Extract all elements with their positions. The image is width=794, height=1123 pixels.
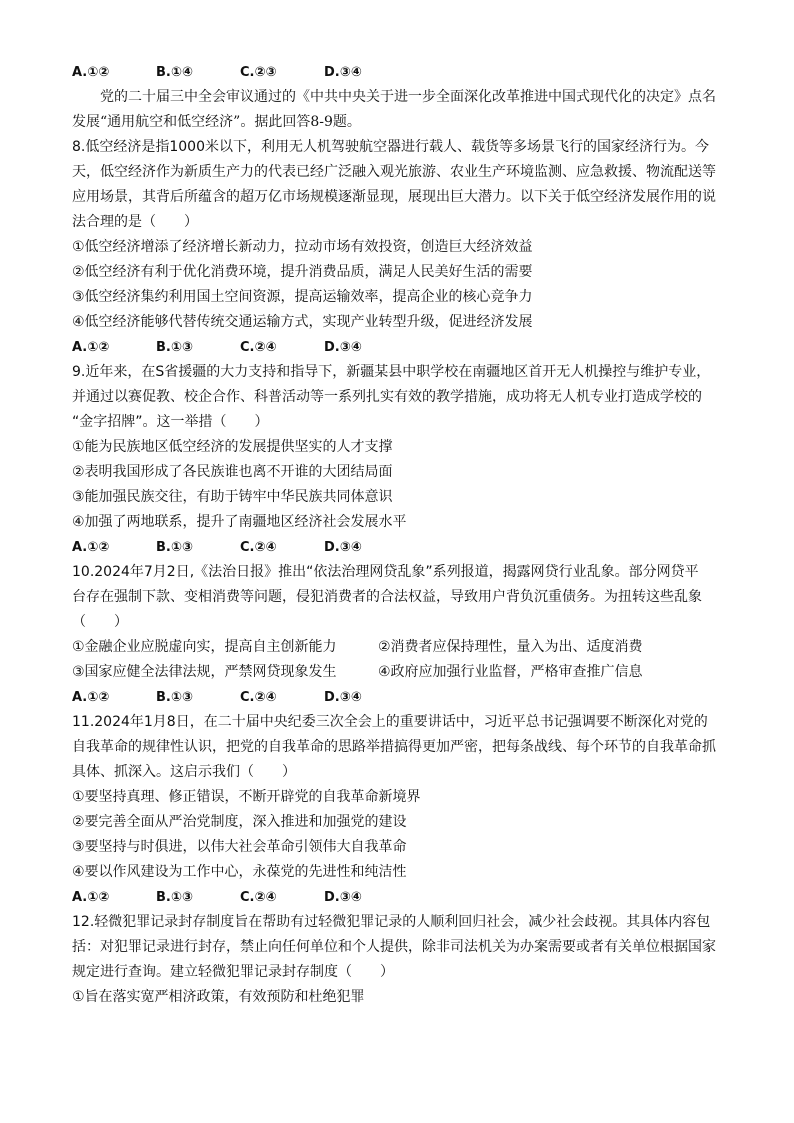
question-stem-line: 天，低空经济作为新质生产力的代表已经广泛融入观光旅游、农业生产环境监测、应急救援、物流配送等	[72, 164, 716, 180]
question-10	[72, 560, 734, 710]
question-stem-line: 括：对犯罪记录进行封存，禁止向任何单位和个人提供，除非司法机关为办案需要或者有关单位根据国家	[72, 939, 716, 955]
material-intro-line-2: 发展“通用航空和低空经济”。据此回答8-9题。	[72, 114, 361, 130]
prev-question-choices	[72, 60, 734, 85]
choice-a: A.①②	[72, 65, 110, 80]
question-option: ②低空经济有利于优化消费环境，提升消费品质，满足人民美好生活的需要	[72, 264, 533, 280]
choice-c: C.②④	[240, 340, 277, 355]
choice-c: C.②④	[240, 690, 277, 705]
question-option: ③要坚持与时俱进，以伟大社会革命引领伟大自我革命	[72, 839, 407, 855]
question-option: ④政府应加强行业监督，严格审查推广信息	[378, 664, 643, 680]
question-option: ①能为民族地区低空经济的发展提供坚实的人才支撑	[72, 439, 393, 455]
choice-b: B.①③	[156, 890, 193, 905]
choice-a: A.①②	[72, 540, 110, 555]
choice-c: C.②④	[240, 540, 277, 555]
choice-d: D.③④	[324, 690, 362, 705]
question-stem-line: 法合理的是（ ）	[72, 214, 198, 230]
question-option: ①旨在落实宽严相济政策，有效预防和杜绝犯罪	[72, 989, 365, 1005]
question-stem-line: 9.近年来，在S省援疆的大力支持和指导下，新疆某县中职学校在南疆地区首开无人机操控与维护专业，	[72, 364, 711, 380]
question-option: ①金融企业应脱虚向实，提高自主创新能力	[72, 639, 337, 655]
question-stem-line: 自我革命的规律性认识，把党的自我革命的思路举措搞得更加严密，把每条战线、每个环节的自我革命抓	[72, 739, 716, 755]
question-8	[72, 135, 734, 360]
choice-a: A.①②	[72, 890, 110, 905]
question-11	[72, 710, 734, 910]
question-stem-line: 8.低空经济是指1000米以下，利用无人机驾驶航空器进行载人、载货等多场景飞行的国家经济行为。今	[72, 139, 709, 155]
answer-choices	[72, 685, 734, 710]
question-stem-line: 11.2024年1月8日，在二十届中央纪委三次全会上的重要讲话中，习近平总书记强调要不断深化对党的	[72, 714, 708, 730]
question-9	[72, 360, 734, 560]
choice-b: B.①④	[156, 65, 193, 80]
answer-choices	[72, 535, 734, 560]
question-stem-line: 并通过以赛促教、校企合作、科普活动等一系列扎实有效的教学措施，成功将无人机专业打造成学校的	[72, 389, 702, 405]
question-stem-line: 台存在强制下款、变相消费等问题，侵犯消费者的合法权益，导致用户背负沉重债务。为扭转这些乱象	[72, 589, 702, 605]
choice-a: A.①②	[72, 690, 110, 705]
question-option: ④加强了两地联系，提升了南疆地区经济社会发展水平	[72, 514, 407, 530]
choice-b: B.①③	[156, 540, 193, 555]
question-stem-line: “金字招牌”。这一举措（ ）	[72, 414, 269, 430]
question-option: ③国家应健全法律法规，严禁网贷现象发生	[72, 664, 337, 680]
question-12	[72, 910, 734, 1010]
question-option: ②消费者应保持理性，量入为出、适度消费	[378, 639, 643, 655]
question-option: ③能加强民族交往，有助于铸牢中华民族共同体意识	[72, 489, 393, 505]
choice-d: D.③④	[324, 540, 362, 555]
option-row	[72, 660, 734, 685]
question-option: ②要完善全面从严治党制度，深入推进和加强党的建设	[72, 814, 407, 830]
question-option: ②表明我国形成了各民族谁也离不开谁的大团结局面	[72, 464, 393, 480]
choice-d: D.③④	[324, 340, 362, 355]
question-option: ④要以作风建设为工作中心，永葆党的先进性和纯洁性	[72, 864, 407, 880]
choice-c: C.②④	[240, 890, 277, 905]
material-intro-line-1: 党的二十届三中全会审议通过的《中共中央关于进一步全面深化改革推进中国式现代化的决定》点名	[100, 89, 716, 105]
question-stem-line: 规定进行查询。建立轻微犯罪记录封存制度（ ）	[72, 964, 394, 980]
choice-d: D.③④	[324, 65, 362, 80]
choice-c: C.②③	[240, 65, 277, 80]
choice-b: B.①③	[156, 690, 193, 705]
option-row	[72, 635, 734, 660]
answer-choices	[72, 885, 734, 910]
question-option: ③低空经济集约利用国土空间资源，提高运输效率，提高企业的核心竞争力	[72, 289, 533, 305]
question-option: ①低空经济增添了经济增长新动力，拉动市场有效投资，创造巨大经济效益	[72, 239, 533, 255]
question-option: ①要坚持真理、修正错误，不断开辟党的自我革命新境界	[72, 789, 421, 805]
question-option: ④低空经济能够代替传统交通运输方式，实现产业转型升级，促进经济发展	[72, 314, 533, 330]
question-stem-line: 12.轻微犯罪记录封存制度旨在帮助有过轻微犯罪记录的人顺利回归社会，减少社会歧视。其具体内容包	[72, 914, 711, 930]
question-stem-line: 10.2024年7月2日,《法治日报》推出“依法治理网贷乱象”系列报道，揭露网贷行业乱象。部分网贷平	[72, 564, 699, 580]
choice-b: B.①③	[156, 340, 193, 355]
answer-choices	[72, 335, 734, 360]
choice-a: A.①②	[72, 340, 110, 355]
question-stem-line: 应用场景，其背后所蕴含的超万亿市场规模逐渐显现，展现出巨大潜力。以下关于低空经济发展作用的说	[72, 189, 716, 205]
question-stem-line: （ ）	[72, 614, 128, 630]
question-stem-line: 具体、抓深入。这启示我们（ ）	[72, 764, 296, 780]
choice-d: D.③④	[324, 890, 362, 905]
